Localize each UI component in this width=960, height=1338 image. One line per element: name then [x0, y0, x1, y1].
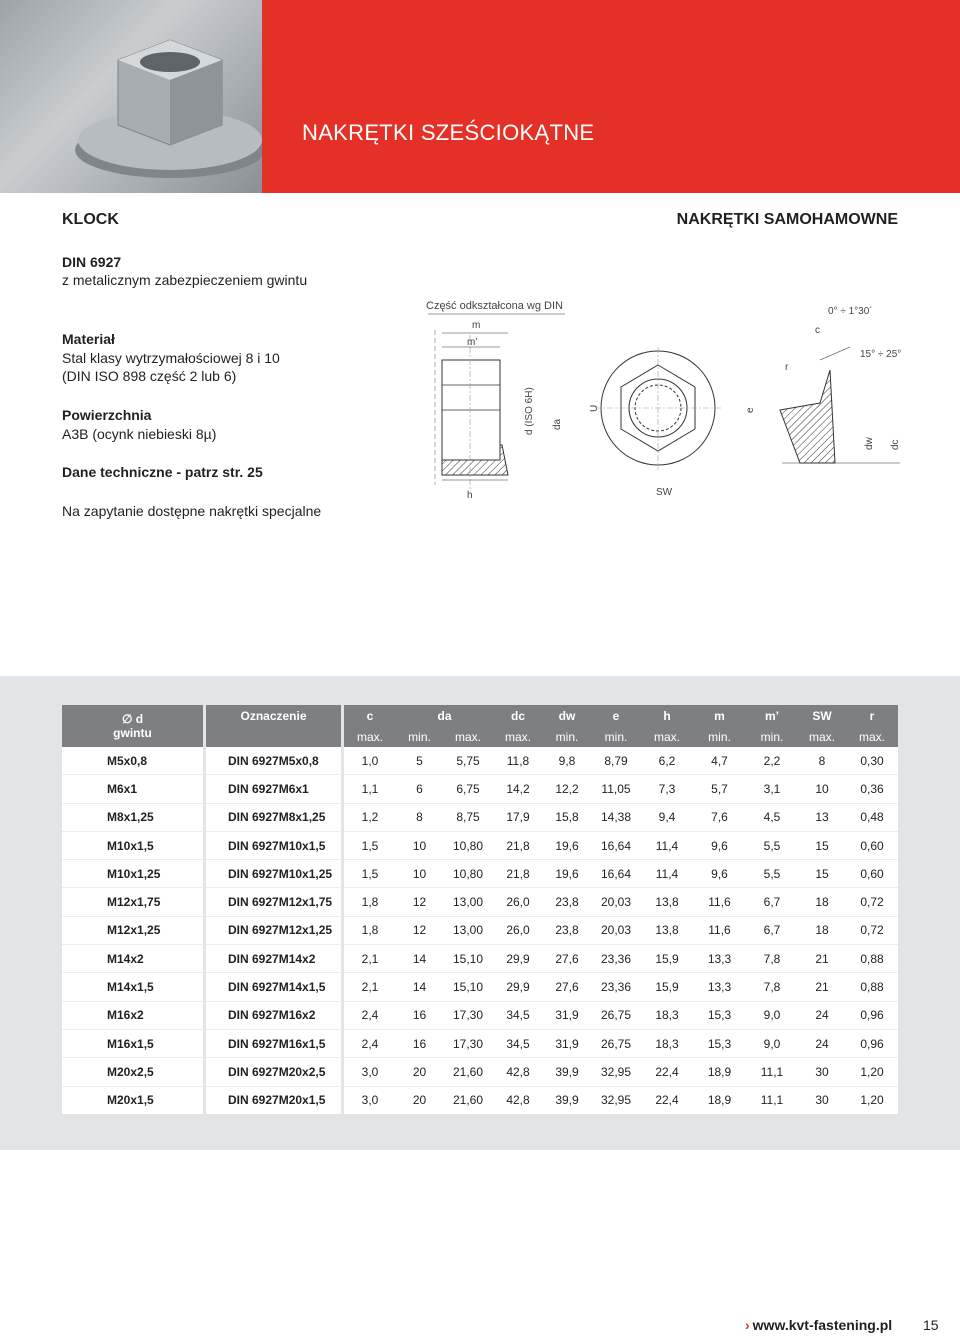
table-row: [62, 887, 898, 915]
col-header-da: da: [396, 705, 493, 726]
svg-text:e: e: [745, 407, 756, 413]
table-cell: 1,20: [846, 1057, 898, 1085]
thread-size-cell: M20x2,5: [62, 1057, 206, 1085]
table-cell: 6: [396, 774, 443, 802]
col-header-designation: Oznaczenie: [206, 705, 344, 726]
category-title: NAKRĘTKI SAMOHAMOWNE: [676, 211, 898, 228]
table-cell: 21: [798, 944, 846, 972]
table-row: [62, 774, 898, 802]
thread-size-cell: M16x2: [62, 1001, 206, 1029]
table-cell: 39,9: [543, 1057, 591, 1085]
designation-cell: DIN 6927M10x1,25: [206, 859, 344, 887]
table-cell: 16: [396, 1001, 443, 1029]
table-cell: 17,9: [493, 803, 543, 831]
material-line-2: (DIN ISO 898 część 2 lub 6): [62, 368, 237, 384]
table-cell: 15,10: [443, 972, 493, 1000]
col-header-e: e: [591, 705, 641, 726]
designation-cell: DIN 6927M14x2: [206, 944, 344, 972]
table-cell: 26,0: [493, 916, 543, 944]
col-header-diameter: ∅ d gwintu: [62, 705, 206, 747]
table-cell: 0,60: [846, 831, 898, 859]
thread-size-cell: M6x1: [62, 774, 206, 802]
thread-size-cell: M10x1,25: [62, 859, 206, 887]
drawing-caption: Część odkształcona wg DIN: [426, 300, 563, 312]
table-cell: 15,9: [641, 944, 693, 972]
table-cell: 3,1: [746, 774, 798, 802]
table-cell: 8,79: [591, 747, 641, 774]
table-cell: 29,9: [493, 944, 543, 972]
col-header-dc: dc: [493, 705, 543, 726]
table-cell: 1,8: [344, 916, 396, 944]
table-cell: 0,36: [846, 774, 898, 802]
table-cell: 23,8: [543, 887, 591, 915]
table-cell: 20: [396, 1086, 443, 1114]
col-subheader: max.: [344, 726, 396, 747]
table-cell: 14,38: [591, 803, 641, 831]
table-cell: 31,9: [543, 1029, 591, 1057]
col-subheader: max.: [798, 726, 846, 747]
designation-cell: DIN 6927M8x1,25: [206, 803, 344, 831]
table-cell: 1,5: [344, 859, 396, 887]
table-row: [62, 972, 898, 1000]
svg-text:dw: dw: [864, 437, 875, 450]
table-cell: 30: [798, 1057, 846, 1085]
product-photo: [0, 0, 262, 193]
table-cell: 16,64: [591, 831, 641, 859]
designation-cell: DIN 6927M10x1,5: [206, 831, 344, 859]
table-row: [62, 1001, 898, 1029]
table-cell: 7,8: [746, 944, 798, 972]
table-row: [62, 831, 898, 859]
table-cell: 4,5: [746, 803, 798, 831]
thread-size-cell: M14x1,5: [62, 972, 206, 1000]
brand-name: KLOCK: [62, 211, 119, 228]
col-subheader: max.: [493, 726, 543, 747]
table-cell: 22,4: [641, 1086, 693, 1114]
table-cell: 26,75: [591, 1001, 641, 1029]
table-cell: 20,03: [591, 916, 641, 944]
svg-text:r: r: [785, 362, 789, 373]
header-banner: [0, 0, 960, 193]
designation-cell: DIN 6927M20x1,5: [206, 1086, 344, 1114]
table-row: [62, 944, 898, 972]
table-cell: 13,8: [641, 887, 693, 915]
table-cell: 10: [396, 831, 443, 859]
designation-cell: DIN 6927M12x1,25: [206, 916, 344, 944]
table-cell: 15,8: [543, 803, 591, 831]
thread-size-cell: M12x1,75: [62, 887, 206, 915]
table-cell: 18: [798, 916, 846, 944]
table-cell: 6,75: [443, 774, 493, 802]
table-cell: 27,6: [543, 972, 591, 1000]
table-cell: 29,9: [493, 972, 543, 1000]
designation-cell: DIN 6927M5x0,8: [206, 747, 344, 774]
svg-text:SW: SW: [656, 487, 673, 498]
table-cell: 0,88: [846, 972, 898, 1000]
col-header-dw: dw: [543, 705, 591, 726]
col-subheader: max.: [443, 726, 493, 747]
material-line-1: Stal klasy wytrzymałościowej 8 i 10: [62, 350, 280, 366]
table-cell: 9,0: [746, 1001, 798, 1029]
table-cell: 15,3: [693, 1001, 746, 1029]
table-cell: 11,6: [693, 916, 746, 944]
table-cell: 34,5: [493, 1001, 543, 1029]
table-cell: 10: [798, 774, 846, 802]
table-cell: 11,05: [591, 774, 641, 802]
table-cell: 11,1: [746, 1057, 798, 1085]
col-header-m1: m’: [746, 705, 798, 726]
designation-cell: DIN 6927M14x1,5: [206, 972, 344, 1000]
thread-size-cell: M5x0,8: [62, 747, 206, 774]
table-cell: 13,00: [443, 916, 493, 944]
table-cell: 9,6: [693, 859, 746, 887]
table-cell: 8: [396, 803, 443, 831]
table-cell: 12,2: [543, 774, 591, 802]
table-cell: 10,80: [443, 831, 493, 859]
table-cell: 15,3: [693, 1029, 746, 1057]
table-cell: 11,4: [641, 859, 693, 887]
table-cell: 1,1: [344, 774, 396, 802]
table-cell: 9,4: [641, 803, 693, 831]
table-cell: 0,72: [846, 887, 898, 915]
special-nuts-note: Na zapytanie dostępne nakrętki specjalne: [62, 503, 322, 519]
table-cell: 0,60: [846, 859, 898, 887]
table-cell: 7,3: [641, 774, 693, 802]
table-cell: 15,9: [641, 972, 693, 1000]
table-cell: 8,75: [443, 803, 493, 831]
table-cell: 5,75: [443, 747, 493, 774]
table-cell: 19,6: [543, 831, 591, 859]
table-cell: 1,20: [846, 1086, 898, 1114]
table-cell: 1,8: [344, 887, 396, 915]
table-cell: 15,10: [443, 944, 493, 972]
table-cell: 18,3: [641, 1001, 693, 1029]
col-header-h: h: [641, 705, 693, 726]
svg-text:m: m: [472, 320, 481, 331]
svg-text:0° ÷ 1°30´: 0° ÷ 1°30´: [828, 306, 873, 317]
table-cell: 32,95: [591, 1057, 641, 1085]
table-cell: 6,7: [746, 916, 798, 944]
table-row: [62, 859, 898, 887]
table-cell: 18,9: [693, 1057, 746, 1085]
table-cell: 24: [798, 1001, 846, 1029]
table-cell: 27,6: [543, 944, 591, 972]
designation-cell: DIN 6927M6x1: [206, 774, 344, 802]
svg-text:c: c: [815, 325, 820, 336]
table-row: [62, 747, 898, 774]
table-cell: 2,4: [344, 1001, 396, 1029]
technical-drawing: [420, 295, 910, 505]
table-cell: 7,6: [693, 803, 746, 831]
table-cell: 11,4: [641, 831, 693, 859]
table-cell: 6,7: [746, 887, 798, 915]
col-subheader: min.: [693, 726, 746, 747]
table-cell: 2,1: [344, 944, 396, 972]
table-cell: 16: [396, 1029, 443, 1057]
table-cell: 14,2: [493, 774, 543, 802]
table-cell: 6,2: [641, 747, 693, 774]
page-number: 15: [923, 1317, 939, 1333]
table-cell: 34,5: [493, 1029, 543, 1057]
surface-line: A3B (ocynk niebieski 8µ): [62, 426, 217, 442]
table-cell: 13,3: [693, 972, 746, 1000]
table-cell: 2,4: [344, 1029, 396, 1057]
table-cell: 1,0: [344, 747, 396, 774]
table-cell: 23,36: [591, 944, 641, 972]
table-cell: 30: [798, 1086, 846, 1114]
col-subheader: max.: [641, 726, 693, 747]
table-cell: 17,30: [443, 1001, 493, 1029]
table-cell: 18: [798, 887, 846, 915]
table-cell: 23,36: [591, 972, 641, 1000]
table-cell: 5,5: [746, 859, 798, 887]
standard-description: z metalicznym zabezpieczeniem gwintu: [62, 272, 308, 288]
table-cell: 24: [798, 1029, 846, 1057]
thread-size-cell: M20x1,5: [62, 1086, 206, 1114]
table-cell: 20: [396, 1057, 443, 1085]
table-row: [62, 803, 898, 831]
tech-data-reference: Dane techniczne - patrz str. 25: [62, 464, 263, 480]
col-header-sw: SW: [798, 705, 846, 726]
designation-cell: DIN 6927M16x1,5: [206, 1029, 344, 1057]
table-cell: 0,30: [846, 747, 898, 774]
thread-size-cell: M12x1,25: [62, 916, 206, 944]
table-cell: 5: [396, 747, 443, 774]
svg-text:U: U: [589, 404, 600, 412]
table-cell: 0,96: [846, 1029, 898, 1057]
designation-cell: DIN 6927M12x1,75: [206, 887, 344, 915]
table-cell: 9,6: [693, 831, 746, 859]
table-cell: 13: [798, 803, 846, 831]
table-cell: 21,8: [493, 831, 543, 859]
table-cell: 42,8: [493, 1057, 543, 1085]
table-row: [62, 1029, 898, 1057]
table-cell: 13,00: [443, 887, 493, 915]
table-cell: 13,3: [693, 944, 746, 972]
table-cell: 0,96: [846, 1001, 898, 1029]
table-cell: 11,8: [493, 747, 543, 774]
table-cell: 15: [798, 859, 846, 887]
table-cell: 0,72: [846, 916, 898, 944]
table-cell: 18,3: [641, 1029, 693, 1057]
table-cell: 3,0: [344, 1086, 396, 1114]
col-subheader: min.: [396, 726, 443, 747]
chevron-right-icon: ›: [745, 1317, 750, 1333]
table-cell: 2,1: [344, 972, 396, 1000]
table-cell: 5,7: [693, 774, 746, 802]
col-header-r: r: [846, 705, 898, 726]
table-cell: 8: [798, 747, 846, 774]
table-cell: 15: [798, 831, 846, 859]
table-cell: 26,0: [493, 887, 543, 915]
col-header-m: m: [693, 705, 746, 726]
table-cell: 11,6: [693, 887, 746, 915]
table-cell: 0,48: [846, 803, 898, 831]
table-cell: 11,1: [746, 1086, 798, 1114]
table-cell: 19,6: [543, 859, 591, 887]
thread-size-cell: M8x1,25: [62, 803, 206, 831]
col-subheader: min.: [591, 726, 641, 747]
col-subheader: min.: [746, 726, 798, 747]
table-cell: 13,8: [641, 916, 693, 944]
table-cell: 26,75: [591, 1029, 641, 1057]
table-cell: 12: [396, 887, 443, 915]
table-cell: 10: [396, 859, 443, 887]
table-cell: 12: [396, 916, 443, 944]
standard-code: DIN 6927: [62, 254, 122, 270]
col-subheader-designation: [206, 726, 344, 747]
thread-size-cell: M16x1,5: [62, 1029, 206, 1057]
svg-text:d (ISO 6H): d (ISO 6H): [524, 387, 535, 435]
table-cell: 10,80: [443, 859, 493, 887]
thread-size-cell: M10x1,5: [62, 831, 206, 859]
col-subheader: min.: [543, 726, 591, 747]
table-cell: 39,9: [543, 1086, 591, 1114]
table-cell: 23,8: [543, 916, 591, 944]
table-cell: 14: [396, 972, 443, 1000]
table-cell: 2,2: [746, 747, 798, 774]
page-title: NAKRĘTKI SZEŚCIOKĄTNE: [302, 120, 595, 145]
svg-text:m’: m’: [467, 337, 478, 348]
svg-text:da: da: [552, 418, 563, 430]
table-cell: 9,8: [543, 747, 591, 774]
table-cell: 21,60: [443, 1057, 493, 1085]
col-header-c: c: [344, 705, 396, 726]
thread-size-cell: M14x2: [62, 944, 206, 972]
svg-text:15° ÷ 25°: 15° ÷ 25°: [860, 349, 902, 360]
table-cell: 3,0: [344, 1057, 396, 1085]
designation-cell: DIN 6927M20x2,5: [206, 1057, 344, 1085]
table-cell: 17,30: [443, 1029, 493, 1057]
material-heading: Materiał: [62, 331, 115, 347]
table-cell: 7,8: [746, 972, 798, 1000]
col-subheader: max.: [846, 726, 898, 747]
table-cell: 31,9: [543, 1001, 591, 1029]
table-cell: 0,88: [846, 944, 898, 972]
table-cell: 9,0: [746, 1029, 798, 1057]
designation-cell: DIN 6927M16x2: [206, 1001, 344, 1029]
svg-text:h: h: [467, 490, 473, 501]
table-row: [62, 916, 898, 944]
table-cell: 16,64: [591, 859, 641, 887]
table-cell: 21,8: [493, 859, 543, 887]
table-cell: 32,95: [591, 1086, 641, 1114]
table-cell: 5,5: [746, 831, 798, 859]
svg-text:dc: dc: [890, 439, 901, 450]
table-cell: 42,8: [493, 1086, 543, 1114]
table-row: [62, 1057, 898, 1085]
table-cell: 18,9: [693, 1086, 746, 1114]
table-cell: 1,2: [344, 803, 396, 831]
footer-link[interactable]: › www.kvt-fastening.pl: [745, 1317, 893, 1333]
table-cell: 21: [798, 972, 846, 1000]
surface-heading: Powierzchnia: [62, 407, 152, 423]
spec-table: [62, 705, 898, 1114]
table-cell: 21,60: [443, 1086, 493, 1114]
table-cell: 1,5: [344, 831, 396, 859]
table-cell: 14: [396, 944, 443, 972]
table-cell: 20,03: [591, 887, 641, 915]
table-cell: 22,4: [641, 1057, 693, 1085]
table-row: [62, 1086, 898, 1114]
table-cell: 4,7: [693, 747, 746, 774]
